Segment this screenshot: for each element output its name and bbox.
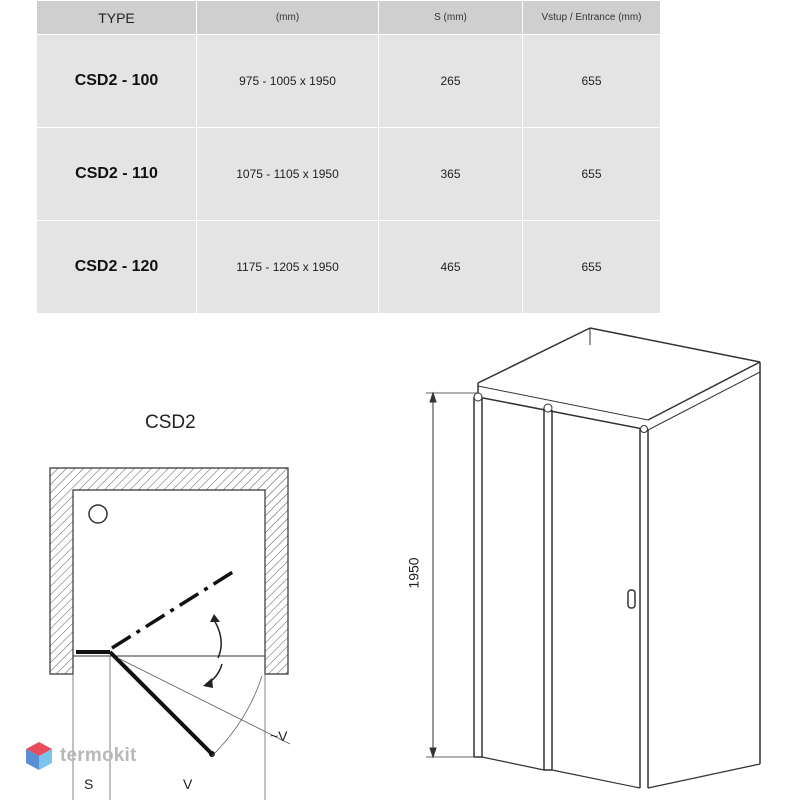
drain-icon xyxy=(89,505,107,523)
header-type: TYPE xyxy=(37,1,197,35)
cell-size: 975 - 1005 x 1950 xyxy=(197,35,379,128)
cell-size: 1075 - 1105 x 1950 xyxy=(197,128,379,221)
elevation-view xyxy=(426,328,760,788)
watermark-text: termokit xyxy=(60,745,137,766)
watermark xyxy=(24,736,137,776)
cell-type: CSD2 - 120 xyxy=(37,221,197,314)
dimension-s-label: S xyxy=(84,776,94,792)
door-open-path xyxy=(112,570,236,648)
header-entrance: Vstup / Entrance (mm) xyxy=(523,1,661,35)
header-size: (mm) xyxy=(197,1,379,35)
dimension-v-label: V xyxy=(183,776,193,792)
cell-entrance: 655 xyxy=(523,35,661,128)
cell-s: 365 xyxy=(379,128,523,221)
rotation-arrow-lower xyxy=(206,664,222,684)
cube-logo-icon xyxy=(24,740,54,772)
cell-entrance: 655 xyxy=(523,221,661,314)
cell-type: CSD2 - 110 xyxy=(37,128,197,221)
rotation-arrow xyxy=(214,620,221,658)
header-s: S (mm) xyxy=(379,1,523,35)
dimension-v-diagonal-label: ~V xyxy=(270,728,288,744)
height-dimension-label: 1950 xyxy=(405,557,422,589)
cell-entrance: 655 xyxy=(523,128,661,221)
cell-s: 265 xyxy=(379,35,523,128)
cell-type: CSD2 - 100 xyxy=(37,35,197,128)
door-handle xyxy=(628,590,635,608)
plan-title: CSD2 xyxy=(145,412,196,433)
cell-s: 465 xyxy=(379,221,523,314)
cell-size: 1175 - 1205 x 1950 xyxy=(197,221,379,314)
plan-walls xyxy=(50,468,288,674)
